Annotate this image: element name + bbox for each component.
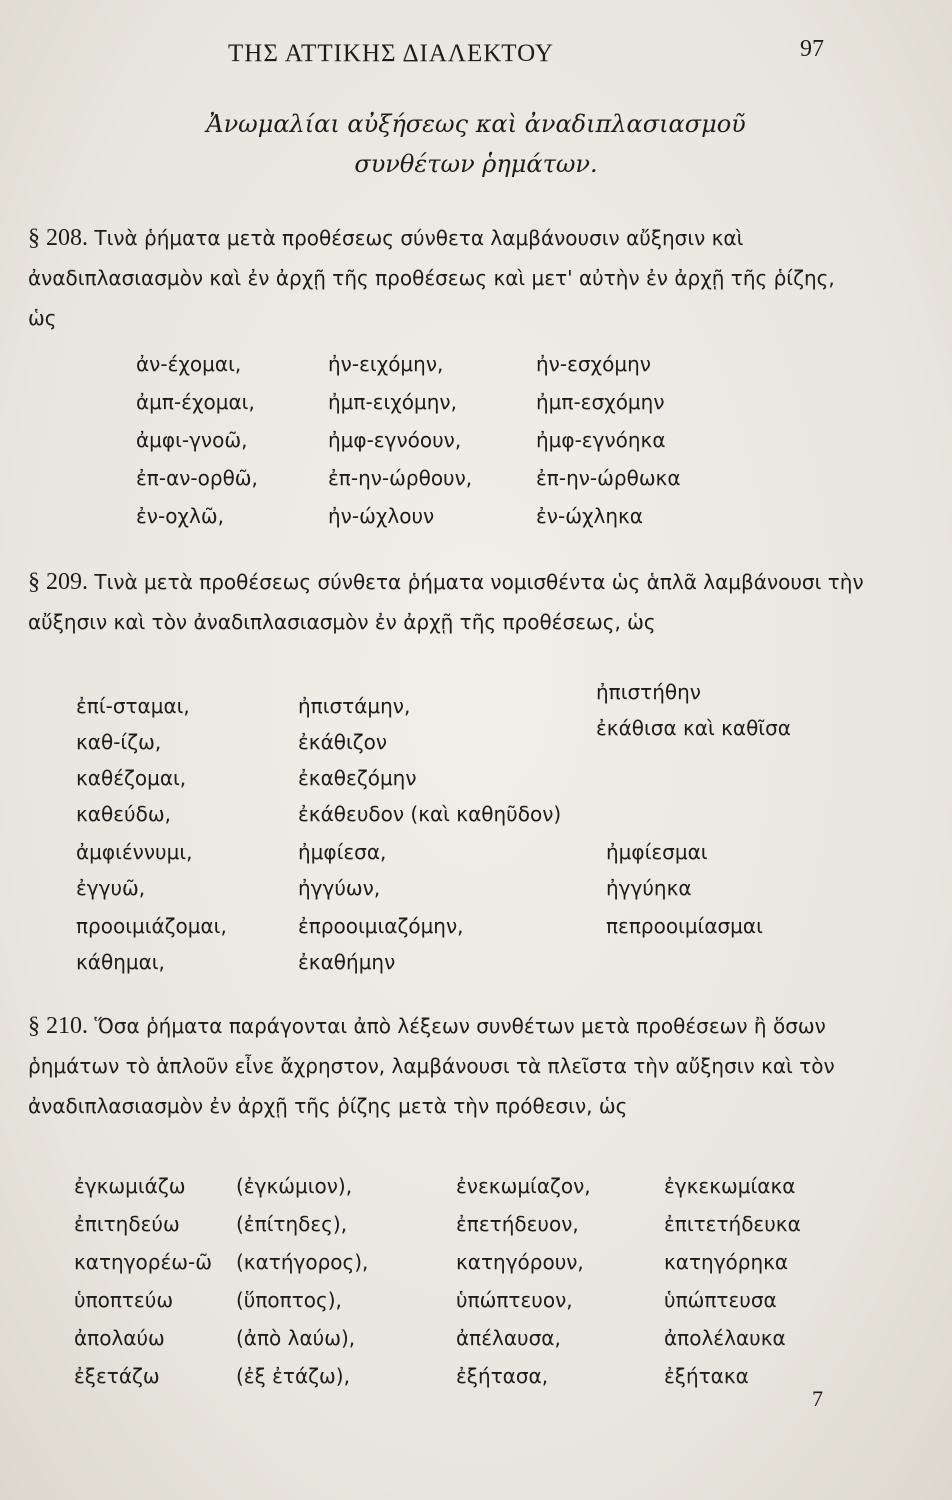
table-row (0, 876, 952, 912)
imperfect-form: ἐπροοιμιαζόμην, (298, 914, 464, 938)
perfect-form: ἠγγύηκα (606, 876, 692, 900)
present-form: ἀν-έχομαι, (136, 352, 242, 376)
imperfect-form: ἐκαθήμην (298, 950, 396, 974)
table-row (0, 914, 952, 950)
present-form: ἀμπ-έχομαι, (136, 390, 255, 414)
table-row (0, 680, 952, 730)
present-form: καθεύδω, (76, 802, 171, 826)
aorist-form: ἠν-εσχόμην (536, 352, 651, 376)
imperfect-form: κατηγόρουν, (456, 1250, 584, 1274)
table-row (0, 1250, 952, 1286)
present-form: προοιμιάζομαι, (76, 914, 227, 938)
section-heading-line-2: συνθέτων ῥημάτων. (354, 150, 598, 178)
present-form: ἀμφι-γνοῶ, (136, 428, 248, 452)
table-row (0, 716, 952, 766)
table-row (0, 802, 952, 838)
aorist-form: ἀπέλαυσα, (456, 1326, 561, 1350)
table-row (0, 352, 952, 388)
perfect-form: ἠμφίεσμαι (606, 840, 708, 864)
imperfect-form: ἠμφ-εγνόουν, (328, 428, 462, 452)
table-row (0, 428, 952, 464)
verb-form: ἐξετάζω (74, 1364, 160, 1388)
present-form: καθέζομαι, (76, 766, 187, 790)
paragraph-text: Τινὰ ῥήματα μετὰ προθέσεως σύνθετα λαμβάνουσιν αὔξησιν καὶ ἀναδιπλασιασμὸν καὶ ἐν ἀρχῇ τῆς προθέσεως καὶ μετ' αὐτὴν ἐν ἀρχῇ τῆς ῥίζης, ὡς (28, 226, 835, 330)
printer-signature: 7 (812, 1386, 823, 1411)
aorist-form: ὑπώπτευσα (664, 1288, 777, 1312)
perfect-form: ἐξήτακα (664, 1364, 749, 1388)
imperfect-form: ἠν-ώχλουν (328, 504, 435, 528)
page-number: 97 (800, 36, 824, 62)
running-header: ΤΗΣ ΑΤΤΙΚΗΣ ΔΙΑΛΕΚΤΟΥ (228, 40, 554, 67)
imperfect-form: ἠμπ-ειχόμην, (328, 390, 457, 414)
imperfect-form: ἠγγύων, (298, 876, 381, 900)
imperfect-form: ἠμφίεσα, (298, 840, 387, 864)
aorist-form: ἠπιστήθην (596, 680, 701, 704)
paragraph-210 (28, 1006, 868, 1126)
perfect-form: ἀπολέλαυκα (664, 1326, 786, 1350)
table-row (0, 390, 952, 426)
table-row (0, 1174, 952, 1210)
present-form: ἐπ-αν-ορθῶ, (136, 466, 258, 490)
source-word: (ὕποπτος), (236, 1288, 342, 1312)
present-form: καθ-ίζω, (76, 730, 162, 754)
perfect-form: ἠμφ-εγνόηκα (536, 428, 666, 452)
paragraph-text: Τινὰ μετὰ προθέσεως σύνθετα ῥήματα νομισθέντα ὡς ἁπλᾶ λαμβάνουσι τὴν αὔξησιν καὶ τὸν ἀναδιπλασιασμὸν ἐν ἀρχῇ τῆς προθέσεως, ὡς (28, 570, 864, 634)
source-word: (ἀπὸ λαύω), (236, 1326, 356, 1350)
table-row (0, 766, 952, 802)
aorist-form: ἠμπ-εσχόμην (536, 390, 665, 414)
perfect-form: κατηγόρηκα (664, 1250, 789, 1274)
paragraph-208 (28, 218, 868, 338)
verb-form: ἐγκωμιάζω (74, 1174, 186, 1198)
imperfect-form: ἠν-ειχόμην, (328, 352, 444, 376)
present-form: ἐν-οχλῶ, (136, 504, 224, 528)
section-number: § 209. (28, 569, 88, 595)
imperfect-form: ἐκαθεζόμην (298, 766, 417, 790)
imperfect-form: ἐκάθιζον (298, 730, 388, 754)
table-row (0, 1288, 952, 1324)
imperfect-form: ἐνεκωμίαζον, (456, 1174, 591, 1198)
perfect-form: ἐπιτετήδευκα (664, 1212, 801, 1236)
imperfect-form: ἐκάθευδον (καὶ καθηῦδον) (298, 802, 562, 826)
verb-form: ἐπιτηδεύω (74, 1212, 180, 1236)
source-word: (ἐπίτηδες), (236, 1212, 348, 1236)
table-row (0, 1364, 952, 1400)
present-form: κάθημαι, (76, 950, 165, 974)
imperfect-form: ἠπιστάμην, (298, 694, 411, 718)
paragraph-209 (28, 562, 868, 642)
section-heading-line-1: Ἀνωμαλίαι αὐξήσεως καὶ ἀναδιπλασιασμοῦ (206, 110, 746, 138)
source-word: (ἐγκώμιον), (236, 1174, 353, 1198)
aorist-form: ἐξήτασα, (456, 1364, 549, 1388)
verb-form: κατηγορέω-ῶ (74, 1250, 212, 1274)
table-row (0, 840, 952, 876)
aorist-form: ἐκάθισα καὶ καθῖσα (596, 716, 791, 740)
verb-form: ὑποπτεύω (74, 1288, 174, 1312)
present-form: ἀμφιέννυμι, (76, 840, 193, 864)
table-row (0, 1212, 952, 1248)
perfect-form: ἐγκεκωμίακα (664, 1174, 796, 1198)
paragraph-text: Ὅσα ῥήματα παράγονται ἀπὸ λέξεων συνθέτων μετὰ προθέσεων ἢ ὅσων ῥημάτων τὸ ἁπλοῦν εἶνε ἄχρηστον, λαμβάνουσι τὰ πλεῖστα τὴν αὔξησιν καὶ τὸν ἀναδιπλασιασμὸν ἐν ἀρχῇ τῆς ῥίζης μετὰ τὴν πρόθεσιν, ὡς (28, 1014, 835, 1118)
imperfect-form: ὑπώπτευον, (456, 1288, 573, 1312)
table-row (0, 504, 952, 540)
source-word: (ἐξ ἐτάζω), (236, 1364, 350, 1388)
present-form: ἐγγυῶ, (76, 876, 146, 900)
perfect-form: ἐπ-ην-ώρθωκα (536, 466, 681, 490)
source-word: (κατήγορος), (236, 1250, 369, 1274)
section-number: § 208. (28, 225, 88, 251)
section-number: § 210. (28, 1013, 88, 1039)
present-form: ἐπί-σταμαι, (76, 694, 190, 718)
imperfect-form: ἐπετήδευον, (456, 1212, 579, 1236)
perfect-form: πεπροοιμίασμαι (606, 914, 763, 938)
table-row (0, 950, 952, 986)
table-row (0, 1326, 952, 1362)
imperfect-form: ἐπ-ην-ώρθουν, (328, 466, 473, 490)
table-row (0, 466, 952, 502)
verb-form: ἀπολαύω (74, 1326, 165, 1350)
perfect-form: ἐν-ώχληκα (536, 504, 643, 528)
